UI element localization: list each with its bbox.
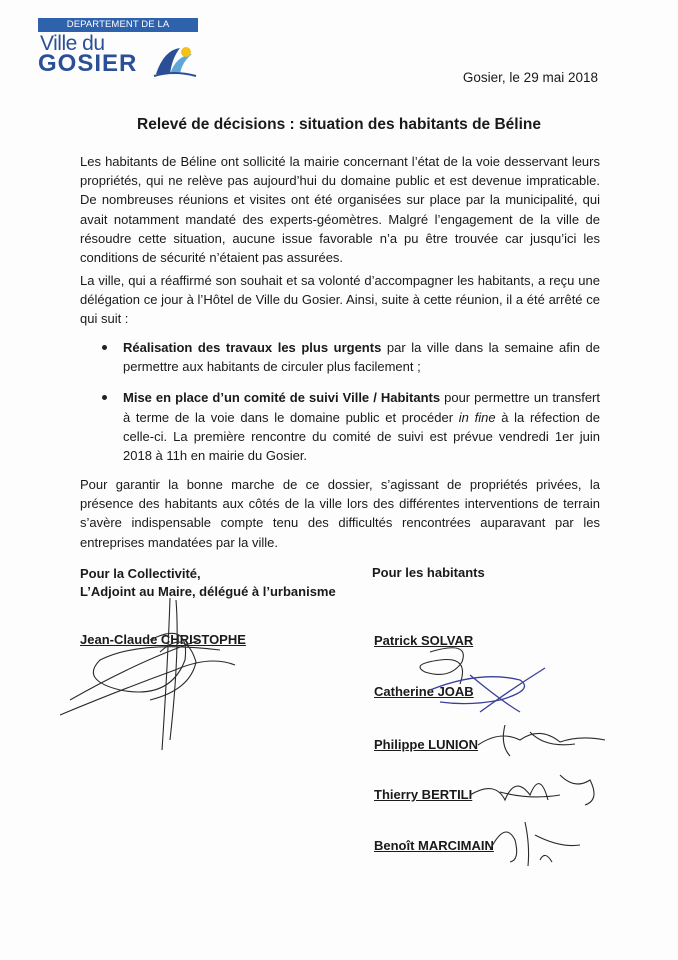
signer-name-joab: Catherine JOAB: [374, 684, 474, 699]
collectivite-label: Pour la Collectivité,: [80, 566, 201, 581]
left-signature-heading: [80, 565, 336, 601]
document-date: Gosier, le 29 mai 2018: [462, 70, 598, 85]
intro-paragraph: Les habitants de Béline ont sollicité la mairie concernant l’état de la voie desservant leurs propriétés, qui ne relève pas aujourd’hui du domaine public et est devenue impraticable. De nombreuses réunions et visites ont été organisées sur place par la municipalité, qui avait notamment mandaté des experts-géomètres. Malgré l’engagement de la ville de résoudre cette situation, aucune issue favorable n’a pu être trouvée car jusqu’ici les conditions de sécurité n’étaient pas assurées.: [80, 154, 600, 266]
decision-1-bold: Réalisation des travaux les plus urgents: [123, 340, 382, 355]
decision-2-text-b: à la réfection de celle-ci. La première rencontre du comité de suivi est prévue vendredi 1er juin 2018 à 11h en mairie du Gosier.: [123, 409, 600, 464]
logo-wave-icon: [150, 44, 198, 78]
decision-2-bold: Mise en place d’un comité de suivi Ville / Habitants: [123, 390, 441, 406]
document-title: Relevé de décisions : situation des habitants de Béline: [137, 116, 541, 133]
signer-name-lunion: Philippe LUNION: [374, 737, 478, 752]
list-item: [80, 388, 600, 465]
residents-heading: Pour les habitants: [372, 565, 485, 580]
decision-2-italic: in fine: [458, 409, 496, 425]
decision-1-text: par la ville dans la semaine afin de permettre aux habitants de circuler plus facilement ;: [123, 340, 601, 375]
signature-christophe-icon: [60, 598, 235, 750]
decision-list: [80, 338, 600, 465]
logo-department-band: DEPARTEMENT DE LA GUADELOUPE: [38, 18, 198, 32]
signature-lunion-icon: [478, 725, 605, 756]
signer-name-bertili: Thierry BERTILI: [374, 787, 473, 802]
meeting-paragraph: La ville, qui a réaffirmé son souhait et sa volonté d’accompagner les habitants, a reçu une délégation ce jour à l’Hôtel de Ville du Gosier. Ainsi, suite à cette réunion, il a été arrêté ce qui suit :: [80, 273, 600, 327]
signer-name-marcimain: Benoît MARCIMAIN: [374, 838, 494, 853]
signature-bertili-icon: [470, 775, 594, 805]
signer-name-christophe: Jean-Claude CHRISTOPHE: [80, 632, 246, 647]
logo-gosier-text: GOSIER: [38, 50, 138, 77]
adjoint-label: L’Adjoint au Maire, délégué à l’urbanisme: [80, 584, 336, 599]
signature-solvar-icon: [420, 648, 463, 684]
signer-name-solvar: Patrick SOLVAR: [374, 633, 474, 648]
logo-ville-text: Ville du: [40, 32, 105, 55]
decision-2-text-a: pour permettre un transfert à terme de la voie dans le domaine public et procéder: [123, 390, 600, 425]
bullet-dot-icon: [102, 395, 107, 400]
signature-marcimain-icon: [490, 822, 580, 866]
closing-paragraph: Pour garantir la bonne marche de ce dossier, s’agissant de propriétés privées, la présence des habitants aux côtés de la ville lors des différentes interventions de terrain s’avère indispensable compte tenu des difficultés rencontrées auparavant par les entreprises mandatées par la ville.: [80, 477, 600, 550]
bullet-dot-icon: [102, 345, 107, 350]
list-item: [80, 338, 600, 376]
